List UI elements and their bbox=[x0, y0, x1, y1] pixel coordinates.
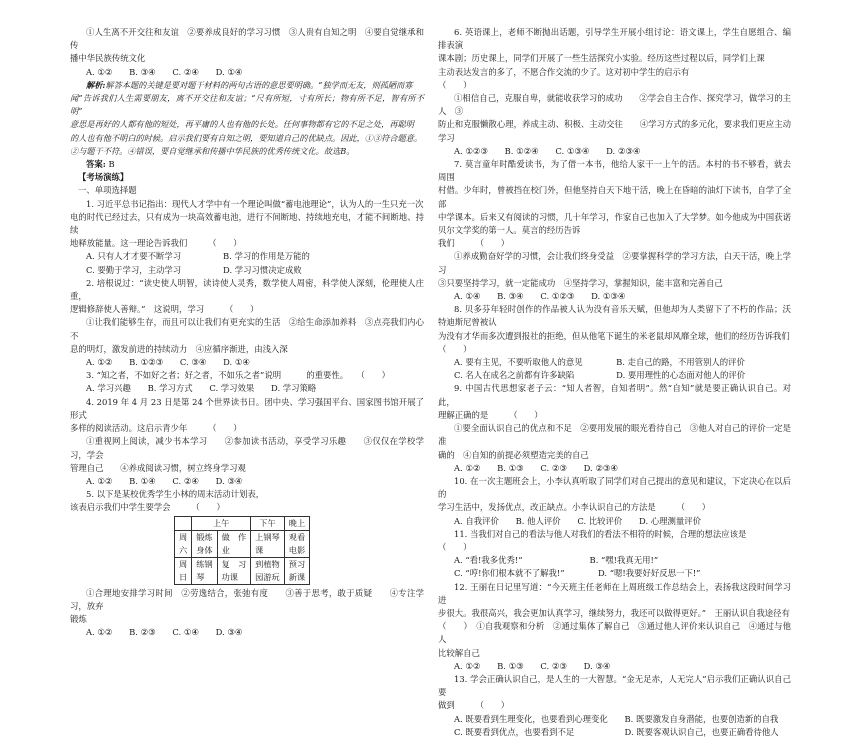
q9-stem: 理解正确的是 （ ） bbox=[438, 409, 543, 420]
q11-stem: （ ） bbox=[438, 541, 472, 552]
q2-stem: 逻辑修辞使人善辩。” 这说明，学习 （ ） bbox=[70, 304, 259, 315]
q3-choices: A. 学习兴趣 B. 学习方式 C. 学习效果 D. 学习策略 bbox=[86, 383, 317, 394]
weekend-plan-table bbox=[174, 516, 310, 585]
table-header-cell: 下午 bbox=[251, 516, 285, 530]
q7-stem: 村借。少年时，曾被挡在校门外，但他坚持自天下地干活，晚上在昏暗的油灯下读书，自学了全部 bbox=[438, 185, 791, 209]
table-row bbox=[175, 530, 310, 557]
section-subtitle: 一、单项选择题 bbox=[78, 185, 137, 196]
q8-stem: 为没有才华而多次遭到报社的拒绝，但从他笔下诞生的米老鼠却风靡全球，他们的经历告诉我们 bbox=[438, 330, 790, 341]
analysis-line: ②与题干不符。④错误，要自觉继承和传播中华民族的优秀传统文化。故选B。 bbox=[70, 145, 355, 156]
q2-choices: A. ①② B. ①②③ C. ③④ D. ①④ bbox=[86, 357, 250, 368]
q8-stem: （ ） bbox=[438, 343, 472, 354]
q7-option: ①养成勤奋好学的习惯，会让我们终身受益 ②要掌握科学的学习方法，白天干活，晚上学习 bbox=[438, 251, 791, 275]
q1-option: A. 只有人才才要不断学习 B. 学习的作用是万能的 bbox=[86, 251, 310, 262]
q13-option: C. 既要看到优点，也要看到不足 D. 既要客观认识自己，也要正确看待他人 bbox=[454, 726, 779, 737]
q8-option: A. 要有主见，不要听取他人的意见 B. 走自己的路，不用管别人的评价 bbox=[454, 357, 745, 368]
q11-option: C. “哼!你们根本就不了解我!” D. “嗯!我要好好反思一下!” bbox=[454, 568, 701, 579]
q5-option: 锻炼 bbox=[70, 613, 87, 624]
analysis-line: 闻”告诉我们人生需要朋友，离不开交往和友谊；“尺有所短，寸有所长；物有所不足，智有所不明” bbox=[70, 93, 424, 117]
q6-choices: A. ①②③ B. ①②④ C. ①③④ D. ②③④ bbox=[454, 145, 641, 156]
table-header-row bbox=[175, 516, 310, 530]
analysis-label: 解析: bbox=[86, 79, 106, 90]
answer-line bbox=[70, 158, 424, 171]
q10-choices: A. 自我评价 B. 他人评价 C. 比较评价 D. 心理测量评价 bbox=[454, 515, 702, 526]
table-cell: 做 作 业 bbox=[217, 530, 251, 557]
q4-stem: 4. 2019 年 4 月 23 日是第 24 个世界读书日。团中央、学习强国平台、国家图书馆开展了形式 bbox=[70, 396, 424, 420]
q13-stem: 做到 （ ） bbox=[438, 700, 510, 711]
q6-stem: 课本剧；历史课上，同学们开展了一些生活探究小实验。经历这些过程以后，同学们上课 bbox=[438, 53, 765, 64]
q2-option: ①让我们能够生存，而且可以让我们有更充实的生活 ②给生命添加养料 ③点亮我们内心不 bbox=[70, 317, 424, 341]
q4-option: 管理自己 ④养成阅读习惯，树立终身学习观 bbox=[70, 462, 246, 473]
table-header-cell: 上午 bbox=[192, 516, 251, 530]
prev-question-options-cont: 播中华民族传统文化 bbox=[70, 53, 146, 64]
q1-stem: 1. 习近平总书记指出：现代人才学中有一个理论叫做“蓄电池理论”，认为人的一生只充一次 bbox=[86, 198, 424, 209]
q6-stem: 6. 英语课上，老师不断抛出话题，引导学生开展小组讨论：语文课上，学生自愿组合、编排表演 bbox=[438, 27, 791, 51]
q11-stem: 11. 当我们对自己的看法与他人对我们的看法不相符的时候，合理的想法应该是 bbox=[454, 528, 747, 539]
q1-stem: 地释放能量。这一理论告诉我们 （ ） bbox=[70, 238, 242, 249]
right-column bbox=[438, 26, 791, 739]
q12-choices: A. ①② B. ①③ C. ②③ D. ③④ bbox=[454, 660, 611, 671]
q5-stem: 5. 以下是某校优秀学生小林的周末活动计划表， bbox=[86, 489, 265, 500]
table-cell: 上钢琴 课 bbox=[251, 530, 285, 557]
q4-option: ①重视网上阅读，减少书本学习 ②参加读书活动，享受学习乐趣 ③仅仅在学校学习，学会 bbox=[70, 436, 424, 460]
prev-question-options: ①人生离不开交往和友谊 ②要养成良好的学习习惯 ③人贵有自知之明 ④要自觉继承和传 bbox=[70, 27, 424, 51]
q2-stem: 2. 培根说过：“读史使人明智，读诗使人灵秀，数学使人周密，科学使人深刻，伦理使人庄重， bbox=[70, 277, 424, 302]
analysis-line: 解答本题的关键是要对题干材料的两句古语的意思要明确。“独学而无友，则孤陋而寡 bbox=[105, 79, 413, 90]
analysis-paragraph bbox=[70, 79, 424, 92]
analysis-line: 的人也有他不明白的时候。启示我们要有自知之明，要知道自己的优缺点。因此，①③符合题意。 bbox=[70, 132, 423, 143]
section-title: 【考场演练】 bbox=[78, 172, 129, 183]
prev-question-choices: A. ①② B. ③④ C. ②④ D. ①④ bbox=[86, 66, 243, 77]
q1-option: C. 要勤于学习，主动学习 D. 学习习惯决定成败 bbox=[86, 264, 302, 275]
answer-label: 答案: bbox=[86, 159, 106, 170]
analysis-line: 意思是再好的人都有他的短处，再平庸的人也有他的长处。任何事物都有它的不足之处，再聪明 bbox=[70, 119, 414, 130]
q2-option: 息的明灯，激发前进的持续动力 ④应循序渐进，由浅入深 bbox=[70, 343, 288, 354]
q5-option: ①合理地安排学习时间 ②劳逸结合，张弛有度 ③善于思考，敢于质疑 ④专注学习，放弃 bbox=[70, 587, 424, 611]
table-cell: 练钢 琴 bbox=[192, 557, 217, 584]
q1-stem: 电的时代已经过去，只有成为一块高效蓄电池，进行不间断地、持续地充电，才能不间断地、持续 bbox=[70, 211, 424, 236]
table-cell: 预习 新课 bbox=[284, 557, 309, 584]
left-column bbox=[70, 26, 424, 639]
table-header-cell bbox=[175, 516, 192, 530]
q12-stem: 12. 王丽在日记里写道：“今天班主任老师在上周班级工作总结会上，表扬我这段时间学习进 bbox=[438, 581, 791, 605]
table-header-cell: 晚上 bbox=[284, 516, 309, 530]
q11-option: A. “看!我多优秀!” B. “嘿!我真无用!” bbox=[454, 555, 659, 566]
q12-stem: （ ） ①自我观察和分析 ②通过集体了解自己 ③通过他人评价来认识自己 ④通过与他人 bbox=[438, 621, 791, 645]
q6-option: ①相信自己，克服自卑，就能收获学习的成功 ②学会自主合作、探究学习，做学习的主人 ③ bbox=[438, 93, 791, 117]
q7-stem: 我们 （ ） bbox=[438, 238, 510, 249]
q6-stem: 主动表达发言的多了，不愿合作交流的少了。这对初中学生的启示有 bbox=[438, 66, 690, 77]
q3-stem: 3. “知之者，不如好之者；好之者，不如乐之者”说明 的重要性。 （ ） bbox=[86, 370, 390, 381]
q13-option: A. 既要看到生理变化，也要看到心理变化 B. 既要激发自身潜能，也要创造新的自我 bbox=[454, 713, 779, 724]
q7-stem: 7. 莫言童年时酷爱读书，为了借一本书，他给人家干一上午的活。本村的书不够看，就去周围 bbox=[438, 159, 791, 183]
table-cell: 观看 电影 bbox=[284, 530, 309, 557]
table-cell-day: 周 日 bbox=[175, 557, 192, 584]
q6-stem: （ ） bbox=[438, 79, 472, 90]
q7-option: ③只要坚持学习，就一定能成功 ④坚持学习，掌握知识，能丰富和完善自己 bbox=[438, 277, 723, 288]
q5-choices: A. ①② B. ②③ C. ①④ D. ③④ bbox=[86, 627, 243, 638]
q7-stem: 中学课本。后来又有阅读的习惯，几十年学习，作家自己也加入了大学梦。如今他成为中国获诺贝尔文学奖的第一人。莫言的经历告诉 bbox=[438, 211, 791, 236]
table-cell-day: 周 六 bbox=[175, 530, 192, 557]
table-row bbox=[175, 557, 310, 584]
q4-stem: 多样的阅读活动。这启示青少年 （ ） bbox=[70, 423, 242, 434]
q12-stem: 比较解自己 bbox=[438, 647, 480, 658]
q7-choices: A. ①④ B. ③④ C. ①②③ D. ①③④ bbox=[454, 291, 626, 302]
q5-stem: 该表启示我们中学生要学会 （ ） bbox=[70, 502, 225, 513]
table-cell: 复 习 功课 bbox=[217, 557, 251, 584]
answer-value: B bbox=[108, 159, 115, 170]
q9-stem: 9. 中国古代思想家老子云：“知人者智，自知者明”。然“自知”就是要正确认识自己。对此， bbox=[438, 383, 791, 407]
q9-option: ①要全面认识自己的优点和不足 ②要用发展的眼光看待自己 ③他人对自己的评价一定是准 bbox=[438, 423, 791, 447]
q9-option: 确的 ④自知的前提必须塑造完美的自己 bbox=[438, 449, 589, 460]
q8-stem: 8. 贝多芬年轻时创作的作品被人认为没有音乐天赋，但他却为人类留下了不朽的作品；沃特迪斯尼曾被认 bbox=[438, 304, 791, 328]
q4-choices: A. ①② B. ①④ C. ②④ D. ③④ bbox=[86, 475, 243, 486]
q10-stem: 10. 在一次主题班会上，小李认真听取了同学们对自己提出的意见和建议，下定决心在以后的 bbox=[438, 475, 791, 500]
table-cell: 锻炼 身体 bbox=[192, 530, 217, 557]
q6-option: 防止和克服懒散心理，养成主动、积极、主动交往 ④学习方式的多元化，要求我们更应主动学习 bbox=[438, 119, 791, 143]
q13-stem: 13. 学会正确认识自己，是人生的一大智慧。“金无足赤，人无完人”启示我们正确认识自己要 bbox=[438, 673, 791, 698]
table-cell: 到植物 园游玩 bbox=[251, 557, 285, 584]
q9-choices: A. ①② B. ①③ C. ②③ D. ②③④ bbox=[454, 462, 618, 473]
q8-option: C. 名人在成名之前都有许多缺陷 D. 要用理性的心态面对他人的评价 bbox=[454, 370, 746, 381]
q12-stem: 步很大。我很高兴，我会更加认真学习，继续努力，我还可以做得更好。” 王丽认识自我途径有 bbox=[438, 607, 790, 618]
q10-stem: 学习生活中，发扬优点，改正缺点。小李认识自己的方法是 （ ） bbox=[438, 502, 711, 513]
